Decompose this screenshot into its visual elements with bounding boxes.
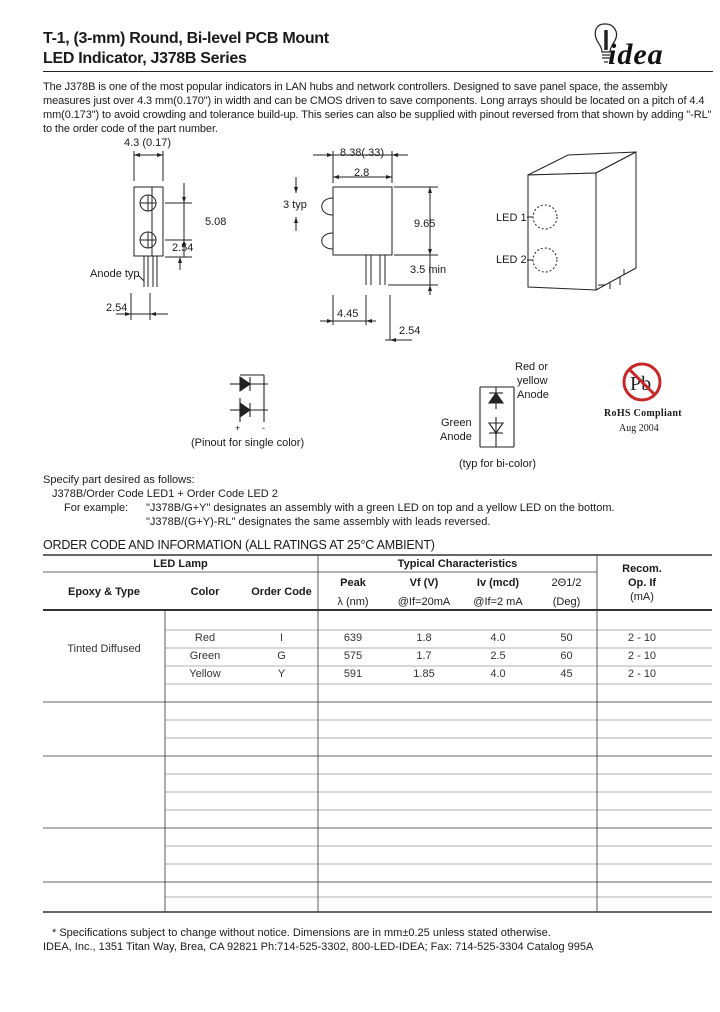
anode-label-red: Anode: [517, 389, 549, 401]
cell-vf: 1.85: [413, 668, 435, 680]
spec-example1: "J378B/G+Y" designates an assembly with a green LED on top and a yellow LED on the bottom.: [146, 502, 615, 514]
cell-op-if: 2 - 10: [627, 668, 657, 680]
cell-peak: 575: [343, 650, 363, 662]
epoxy-tinted-diffused: Tinted Diffused: [67, 643, 141, 655]
col-op-unit: (mA): [630, 591, 654, 603]
cell-peak: 639: [343, 632, 363, 644]
yellow-label: yellow: [517, 375, 548, 387]
col-iv-condition: @If=2 mA: [473, 596, 523, 608]
cell-color: Yellow: [189, 668, 221, 680]
rohs-symbol: Pb: [630, 373, 652, 395]
cell-iv: 4.0: [490, 632, 506, 644]
cell-angle: 50: [560, 632, 573, 644]
col-peak-unit: λ (nm): [337, 596, 369, 608]
minus-label: -: [262, 423, 265, 433]
col-color: Color: [190, 586, 220, 598]
cell-color: Red: [194, 632, 216, 644]
cell-color: Green: [189, 650, 221, 662]
bicolor-caption: (typ for bi-color): [459, 458, 537, 470]
red-or-label: Red or: [515, 361, 549, 373]
col-viewing-angle: 2Θ1/2: [551, 577, 582, 589]
idea-logo: [594, 22, 678, 74]
header-typical-characteristics: Typical Characteristics: [397, 558, 518, 570]
dim-3-typ: 3 typ: [283, 199, 307, 211]
dim-965: 9.65: [414, 218, 436, 230]
cell-iv: 2.5: [490, 650, 506, 662]
intro-paragraph: The J378B is one of the most popular indicators in LAN hubs and network controllers. Designed to save panel space, the assembly measures just over 4.3 mm(0.170") in width and can be CMOS driven to save components. Long arrays should be located on a pitch of 4.4 mm(0.173") to avoid crowding and tolerance build-up. This series can also be supplied with pinout reversed from that shown by adding "-RL" to the order code of the part number.: [43, 81, 712, 135]
footer-address: IDEA, Inc., 1351 Titan Way, Brea, CA 92821 Ph:714-525-3302, 800-LED-IDEA; Fax: 714-525-3304 Catalog 995A: [43, 941, 594, 953]
plus-label: +: [235, 423, 241, 433]
dim-254-vertical: 2.54: [172, 242, 194, 254]
header-recom: Recom.: [622, 563, 662, 575]
dim-28: 2.8: [354, 167, 370, 179]
cell-vf: 1.7: [416, 650, 432, 662]
dim-254-bottom: 2.54: [399, 325, 421, 337]
single-color-caption: (Pinout for single color): [191, 437, 305, 449]
dim-35-min: 3.5 min: [410, 264, 447, 276]
anode-typ-label: Anode typ: [90, 268, 140, 280]
page-title-line1: T-1, (3-mm) Round, Bi-level PCB Mount: [43, 30, 329, 47]
dim-side-width: 8.38(.33): [340, 147, 385, 159]
col-order-code: Order Code: [251, 586, 312, 598]
rohs-pb-icon: [620, 360, 664, 404]
page-title-line2: LED Indicator, J378B Series: [43, 50, 247, 67]
anode-label-green: Anode: [440, 431, 472, 443]
col-iv: Iv (mcd): [476, 577, 520, 589]
green-label: Green: [441, 417, 472, 429]
col-op-if: Op. If: [627, 577, 657, 589]
cell-angle: 60: [560, 650, 573, 662]
header-led-lamp: LED Lamp: [153, 558, 208, 570]
col-peak: Peak: [340, 577, 366, 589]
dim-508: 5.08: [205, 216, 227, 228]
cell-iv: 4.0: [490, 668, 506, 680]
cell-op-if: 2 - 10: [627, 632, 657, 644]
single-color-schematic: [224, 370, 284, 430]
cell-order-code: G: [277, 650, 286, 662]
rohs-date: Aug 2004: [619, 423, 659, 434]
col-epoxy-type: Epoxy & Type: [68, 586, 140, 598]
spec-line1: Specify part desired as follows:: [43, 474, 195, 486]
spec-line2: J378B/Order Code LED1 + Order Code LED 2: [52, 488, 278, 500]
dim-254-horizontal: 2.54: [106, 302, 128, 314]
rohs-compliant-label: RoHS Compliant: [604, 408, 682, 419]
logo-text: idea: [608, 38, 664, 71]
dim-front-width: 4.3 (0.17): [124, 137, 172, 149]
col-vf-condition: @If=20mA: [397, 596, 451, 608]
spec-example-label: For example:: [64, 502, 129, 514]
section-title: ORDER CODE AND INFORMATION (ALL RATINGS AT 25°C AMBIENT): [43, 538, 435, 552]
col-vf: Vf (V): [409, 577, 439, 589]
footer-note: * Specifications subject to change without notice. Dimensions are in mm±0.25 unless stated otherwise.: [52, 927, 551, 939]
led1-label: LED 1: [496, 212, 527, 224]
cell-angle: 45: [560, 668, 573, 680]
cell-vf: 1.8: [416, 632, 432, 644]
cell-op-if: 2 - 10: [627, 650, 657, 662]
cell-peak: 591: [343, 668, 363, 680]
led2-label: LED 2: [496, 254, 527, 266]
dim-445: 4.45: [337, 308, 359, 320]
cell-order-code: I: [279, 632, 284, 644]
cell-order-code: Y: [277, 668, 286, 680]
spec-example2: "J378B/(G+Y)-RL" designates the same assembly with leads reversed.: [146, 516, 491, 528]
col-angle-unit: (Deg): [552, 596, 581, 608]
